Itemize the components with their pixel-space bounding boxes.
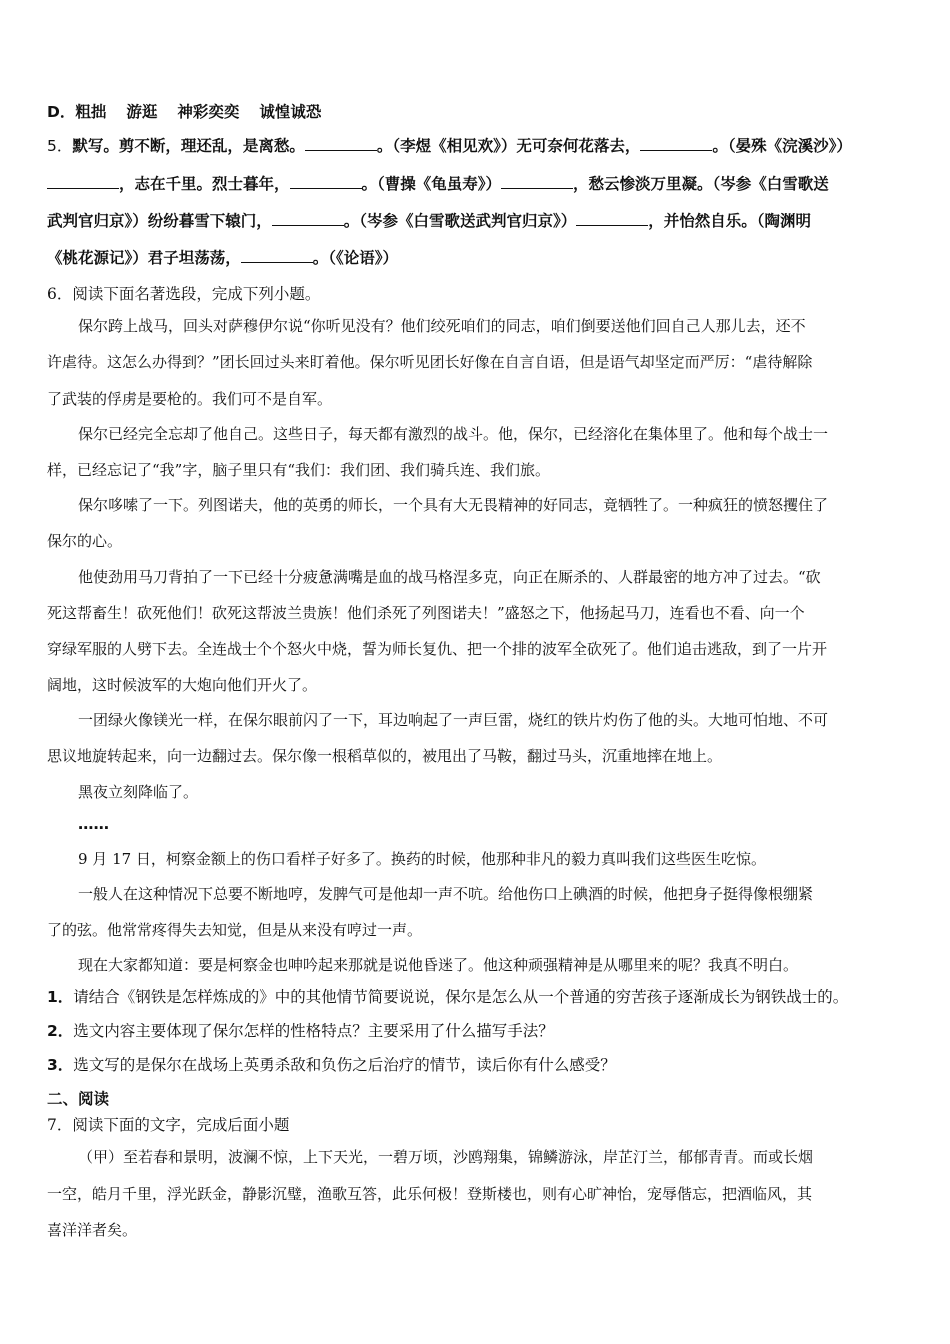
passage-line: 喜洋洋者矣。 bbox=[47, 1221, 138, 1239]
sub-question-text: 选文写的是保尔在战场上英勇杀敌和负伤之后治疗的情节，读后你有什么感受？ bbox=[73, 1056, 616, 1074]
sub-question-1 bbox=[47, 987, 848, 1007]
option-d bbox=[47, 102, 321, 122]
answer-blank[interactable] bbox=[640, 136, 712, 151]
answer-blank[interactable] bbox=[501, 174, 573, 189]
q5-text: 。（《论语》） bbox=[312, 249, 399, 267]
q5-text: ，愁云惨淡万里凝。（岑参《白雪歌送 bbox=[573, 175, 829, 193]
answer-blank[interactable] bbox=[241, 248, 313, 263]
passage-line: 阔地，这时候波军的大炮向他们开火了。 bbox=[47, 676, 318, 694]
q5-text: ，志在千里。烈士暮年， bbox=[119, 175, 290, 193]
q6-intro: 6．阅读下面名著选段，完成下列小题。 bbox=[47, 285, 321, 303]
sub-question-2 bbox=[47, 1021, 554, 1041]
q5-line-4 bbox=[47, 248, 398, 268]
q5-text: 《桃花源记》）君子坦荡荡， bbox=[47, 249, 241, 267]
sub-question-3 bbox=[47, 1055, 616, 1075]
option-label: D． bbox=[47, 103, 76, 121]
option-word: 粗拙 bbox=[75, 103, 107, 121]
q5-text: 。（曹操《龟虽寿》） bbox=[361, 175, 502, 193]
passage-line: 保尔的心。 bbox=[47, 532, 123, 550]
question-number: 5． bbox=[47, 137, 73, 155]
ellipsis: …… bbox=[78, 815, 109, 833]
answer-blank[interactable] bbox=[305, 136, 377, 151]
passage-line: 一空，皓月千里，浮光跃金，静影沉璧，渔歌互答，此乐何极！登斯楼也，则有心旷神怡，宠辱偕忘，把酒临风，其 bbox=[47, 1185, 813, 1203]
q5-text: 。（岑参《白雪歌送武判官归京》） bbox=[343, 212, 577, 230]
option-word: 神彩奕奕 bbox=[177, 103, 240, 121]
passage-line: 了武装的俘虏是要枪的。我们可不是自军。 bbox=[47, 390, 333, 408]
option-word: 游逛 bbox=[126, 103, 158, 121]
q7-intro: 7．阅读下面的文字，完成后面小题 bbox=[47, 1116, 290, 1134]
passage-line: 保尔哆嗦了一下。列图诺夫，他的英勇的师长，一个具有大无畏精神的好同志，竟牺牲了。一种疯狂的愤怒攫住了 bbox=[78, 496, 829, 514]
answer-blank[interactable] bbox=[47, 174, 119, 189]
passage-line: 思议地旋转起来，向一边翻过去。保尔像一根稻草似的，被甩出了马鞍，翻过马头，沉重地摔在地上。 bbox=[47, 747, 723, 765]
q5-text: ，并怡然自乐。（陶渊明 bbox=[648, 212, 812, 230]
passage-line: 保尔已经完全忘却了他自己。这些日子，每天都有激烈的战斗。他，保尔，已经溶化在集体里了。他和每个战士一 bbox=[78, 425, 829, 443]
q5-line-2 bbox=[47, 174, 829, 194]
q5-text: 默写。剪不断，理还乱，是离愁。 bbox=[72, 137, 305, 155]
passage-line: 黑夜立刻降临了。 bbox=[78, 783, 199, 801]
sub-question-number: 1． bbox=[47, 988, 74, 1006]
passage-line: 现在大家都知道：要是柯察金也呻吟起来那就是说他昏迷了。他这种顽强精神是从哪里来的呢？我真不明白。 bbox=[78, 956, 799, 974]
sub-question-text: 请结合《钢铁是怎样炼成的》中的其他情节简要说说，保尔是怎么从一个普通的穷苦孩子逐渐成长为钢铁战士的。 bbox=[73, 988, 849, 1006]
passage-line: （甲）至若春和景明，波澜不惊，上下天光，一碧万顷，沙鸥翔集，锦鳞游泳，岸芷汀兰，郁郁青青。而或长烟 bbox=[78, 1148, 814, 1166]
passage-line: 一团绿火像镁光一样，在保尔眼前闪了一下，耳边响起了一声巨雷，烧红的铁片灼伤了他的头。大地可怕地、不可 bbox=[78, 711, 829, 729]
passage-line: 一般人在这种情况下总要不断地哼，发脾气可是他却一声不吭。给他伤口上碘酒的时候，他把身子挺得像根绷紧 bbox=[78, 885, 814, 903]
passage-line: 许虐待。这怎么办得到？”团长回过头来盯着他。保尔听见团长好像在自言自语，但是语气却坚定而严厉：“虐待解除 bbox=[47, 353, 813, 371]
passage-line: 穿绿军服的人劈下去。全连战士个个怒火中烧，誓为师长复仇、把一个排的波军全砍死了。他们追击逃敌，到了一片开 bbox=[47, 640, 828, 658]
passage-line: 死这帮畜生！砍死他们！砍死这帮波兰贵族！他们杀死了列图诺夫！”盛怒之下，他扬起马刀，连看也不看、向一个 bbox=[47, 604, 805, 622]
section-heading: 二、阅读 bbox=[47, 1090, 110, 1108]
q5-line-3 bbox=[47, 211, 811, 231]
option-word: 诚惶诚恐 bbox=[259, 103, 322, 121]
passage-line: 9 月 17 日，柯察金额上的伤口看样子好多了。换药的时候，他那种非凡的毅力真叫我们这些医生吃惊。 bbox=[78, 850, 766, 868]
q5-text: 。（晏殊《浣溪沙》） bbox=[712, 137, 852, 155]
answer-blank[interactable] bbox=[290, 174, 362, 189]
q5-text: 。（李煜《相见欢》）无可奈何花落去， bbox=[376, 137, 641, 155]
q5-text: 武判官归京》）纷纷暮雪下辕门， bbox=[47, 212, 272, 230]
passage-line: 样，已经忘记了“我”字，脑子里只有“我们：我们团、我们骑兵连、我们旅。 bbox=[47, 461, 551, 479]
sub-question-text: 选文内容主要体现了保尔怎样的性格特点？主要采用了什么描写手法？ bbox=[73, 1022, 554, 1040]
passage-line: 他使劲用马刀背拍了一下已经十分疲惫满嘴是血的战马格涅多克，向正在厮杀的、人群最密的地方冲了过去。“砍 bbox=[78, 568, 821, 586]
sub-question-number: 2． bbox=[47, 1022, 74, 1040]
passage-line: 了的弦。他常常疼得失去知觉，但是从来没有哼过一声。 bbox=[47, 921, 423, 939]
passage-line: 保尔跨上战马，回头对萨穆伊尔说“你听见没有？他们绞死咱们的同志，咱们倒要送他们回自己人那儿去，还不 bbox=[78, 317, 806, 335]
sub-question-number: 3． bbox=[47, 1056, 74, 1074]
answer-blank[interactable] bbox=[576, 211, 648, 226]
q5-line-1 bbox=[47, 136, 852, 156]
answer-blank[interactable] bbox=[272, 211, 344, 226]
